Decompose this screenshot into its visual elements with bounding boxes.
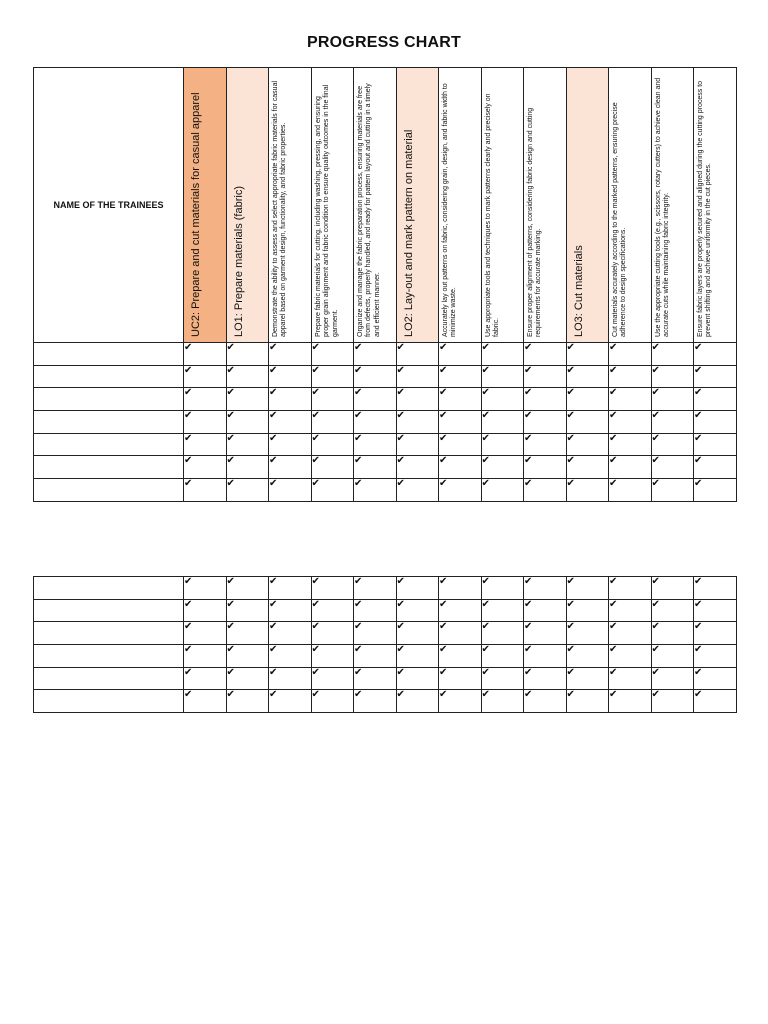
criteria-header [269,68,312,343]
column-header-text: LO1: Prepare materials (fabric) [232,186,245,337]
check-mark-cell[interactable]: ✔ [184,599,227,622]
column-header-text: Organize and manage the fabric preparation process, ensuring materials are free from defects, properly handled, and ready for pattern layout and cutting in a timely and efficient manner. [357,83,381,337]
check-mark-cell[interactable]: ✔ [184,388,227,411]
check-mark-cell[interactable]: ✔ [184,667,227,690]
trainee-row [34,388,737,411]
criteria-header [651,68,694,343]
check-mark-cell[interactable]: ✔ [439,599,482,622]
check-mark-cell[interactable]: ✔ [524,433,567,456]
check-mark-cell[interactable]: ✔ [694,411,737,434]
check-mark-cell[interactable]: ✔ [609,365,652,388]
check-mark-cell[interactable]: ✔ [354,433,397,456]
check-mark-cell[interactable]: ✔ [439,622,482,645]
check-mark-cell[interactable]: ✔ [524,577,567,600]
check-mark-cell[interactable]: ✔ [311,577,354,600]
check-mark-cell[interactable]: ✔ [184,411,227,434]
check-mark-cell[interactable]: ✔ [609,645,652,668]
check-mark-cell[interactable]: ✔ [566,577,609,600]
check-mark-cell[interactable]: ✔ [481,622,524,645]
criteria-header [481,68,524,343]
column-header-text: Use appropriate tools and techniques to mark patterns clearly and precisely on fabric. [484,93,500,337]
trainee-name-cell[interactable] [34,456,184,479]
check-mark-cell[interactable]: ✔ [481,599,524,622]
check-mark-cell[interactable]: ✔ [566,343,609,366]
check-mark-cell[interactable]: ✔ [694,433,737,456]
trainee-name-cell[interactable] [34,599,184,622]
check-mark-cell[interactable]: ✔ [651,388,694,411]
progress-table [33,67,737,502]
check-mark-cell[interactable]: ✔ [396,599,439,622]
check-mark-cell[interactable]: ✔ [354,388,397,411]
check-mark-cell[interactable]: ✔ [311,365,354,388]
check-mark-cell[interactable]: ✔ [226,645,269,668]
check-mark-cell[interactable]: ✔ [184,577,227,600]
check-mark-cell[interactable]: ✔ [609,577,652,600]
learning-outcome-header [226,68,269,343]
check-mark-cell[interactable]: ✔ [354,365,397,388]
check-mark-cell[interactable]: ✔ [651,343,694,366]
trainee-row [34,433,737,456]
check-mark-cell[interactable]: ✔ [226,411,269,434]
check-mark-cell[interactable]: ✔ [651,622,694,645]
check-mark-cell[interactable]: ✔ [694,667,737,690]
check-mark-cell[interactable]: ✔ [524,343,567,366]
check-mark-cell[interactable]: ✔ [566,667,609,690]
check-mark-cell[interactable]: ✔ [311,411,354,434]
check-mark-cell[interactable]: ✔ [269,645,312,668]
check-mark-cell[interactable]: ✔ [609,433,652,456]
trainee-name-cell[interactable] [34,479,184,502]
check-mark-cell[interactable]: ✔ [311,690,354,713]
check-mark-cell[interactable]: ✔ [226,433,269,456]
check-mark-cell[interactable]: ✔ [524,388,567,411]
check-mark-cell[interactable]: ✔ [481,456,524,479]
criteria-header [609,68,652,343]
column-header-text: Accurately lay out patterns on fabric, considering grain, design, and fabric width to minimize waste. [442,83,458,337]
check-mark-cell[interactable]: ✔ [566,645,609,668]
trainee-name-cell[interactable] [34,365,184,388]
check-mark-cell[interactable]: ✔ [651,456,694,479]
check-mark-cell[interactable]: ✔ [184,479,227,502]
trainee-row [34,456,737,479]
check-mark-cell[interactable]: ✔ [396,456,439,479]
check-mark-cell[interactable]: ✔ [311,645,354,668]
check-mark-cell[interactable]: ✔ [524,365,567,388]
trainee-name-cell[interactable] [34,433,184,456]
check-mark-cell[interactable]: ✔ [439,645,482,668]
check-mark-cell[interactable]: ✔ [694,479,737,502]
learning-outcome-header [396,68,439,343]
learning-outcome-header [566,68,609,343]
check-mark-cell[interactable]: ✔ [269,456,312,479]
check-mark-cell[interactable]: ✔ [226,690,269,713]
check-mark-cell[interactable]: ✔ [481,577,524,600]
check-mark-cell[interactable]: ✔ [524,599,567,622]
check-mark-cell[interactable]: ✔ [396,388,439,411]
check-mark-cell[interactable]: ✔ [311,456,354,479]
check-mark-cell[interactable]: ✔ [439,343,482,366]
check-mark-cell[interactable]: ✔ [481,479,524,502]
column-header-text: Use the appropriate cutting tools (e.g., scissors, rotary cutters) to achieve clean and accurate cuts while maintaining fabric integrity. [654,77,670,337]
check-mark-cell[interactable]: ✔ [609,667,652,690]
check-mark-cell[interactable]: ✔ [269,690,312,713]
check-mark-cell[interactable]: ✔ [269,622,312,645]
trainee-rows-top [34,343,737,502]
trainee-name-cell[interactable] [34,645,184,668]
check-mark-cell[interactable]: ✔ [566,622,609,645]
check-mark-cell[interactable]: ✔ [439,433,482,456]
check-mark-cell[interactable]: ✔ [396,622,439,645]
check-mark-cell[interactable]: ✔ [439,456,482,479]
check-mark-cell[interactable]: ✔ [524,667,567,690]
check-mark-cell[interactable]: ✔ [354,645,397,668]
check-mark-cell[interactable]: ✔ [226,479,269,502]
criteria-header [694,68,737,343]
name-of-trainees-header: NAME OF THE TRAINEES [34,68,184,343]
trainee-name-cell[interactable] [34,388,184,411]
check-mark-cell[interactable]: ✔ [226,667,269,690]
trainee-name-cell[interactable] [34,690,184,713]
check-mark-cell[interactable]: ✔ [269,411,312,434]
check-mark-cell[interactable]: ✔ [184,456,227,479]
check-mark-cell[interactable]: ✔ [439,690,482,713]
check-mark-cell[interactable]: ✔ [694,388,737,411]
check-mark-cell[interactable]: ✔ [439,667,482,690]
check-mark-cell[interactable]: ✔ [439,577,482,600]
check-mark-cell[interactable]: ✔ [354,343,397,366]
check-mark-cell[interactable]: ✔ [481,411,524,434]
check-mark-cell[interactable]: ✔ [566,433,609,456]
check-mark-cell[interactable]: ✔ [651,433,694,456]
criteria-header [439,68,482,343]
check-mark-cell[interactable]: ✔ [396,365,439,388]
check-mark-cell[interactable]: ✔ [439,479,482,502]
check-mark-cell[interactable]: ✔ [396,343,439,366]
check-mark-cell[interactable]: ✔ [651,411,694,434]
page-title: PROGRESS CHART [307,34,461,51]
criteria-header [354,68,397,343]
check-mark-cell[interactable]: ✔ [184,433,227,456]
check-mark-cell[interactable]: ✔ [694,343,737,366]
trainee-row [34,411,737,434]
check-mark-cell[interactable]: ✔ [311,388,354,411]
check-mark-cell[interactable]: ✔ [694,599,737,622]
check-mark-cell[interactable]: ✔ [226,622,269,645]
trainee-row [34,479,737,502]
check-mark-cell[interactable]: ✔ [184,622,227,645]
check-mark-cell[interactable]: ✔ [609,456,652,479]
check-mark-cell[interactable]: ✔ [609,479,652,502]
check-mark-cell[interactable]: ✔ [524,645,567,668]
check-mark-cell[interactable]: ✔ [396,411,439,434]
check-mark-cell[interactable]: ✔ [354,456,397,479]
check-mark-cell[interactable]: ✔ [354,622,397,645]
check-mark-cell[interactable]: ✔ [694,456,737,479]
unit-competency-header [184,68,227,343]
check-mark-cell[interactable]: ✔ [311,479,354,502]
check-mark-cell[interactable]: ✔ [651,599,694,622]
check-mark-cell[interactable]: ✔ [396,577,439,600]
check-mark-cell[interactable]: ✔ [694,690,737,713]
column-header-text: UC2: Prepare and cut materials for casual apparel [190,92,202,337]
check-mark-cell[interactable]: ✔ [524,411,567,434]
check-mark-cell[interactable]: ✔ [524,456,567,479]
check-mark-cell[interactable]: ✔ [481,690,524,713]
check-mark-cell[interactable]: ✔ [481,388,524,411]
trainee-row [34,645,737,668]
trainee-rows-bottom [34,577,737,713]
check-mark-cell[interactable]: ✔ [311,343,354,366]
criteria-header [311,68,354,343]
check-mark-cell[interactable]: ✔ [609,690,652,713]
check-mark-cell[interactable]: ✔ [269,479,312,502]
trainee-row [34,599,737,622]
check-mark-cell[interactable]: ✔ [354,690,397,713]
check-mark-cell[interactable]: ✔ [354,479,397,502]
check-mark-cell[interactable]: ✔ [439,411,482,434]
check-mark-cell[interactable]: ✔ [269,667,312,690]
check-mark-cell[interactable]: ✔ [524,479,567,502]
column-header-text: Cut materials accurately according to the marked patterns, ensuring precise adherence to design specifications. [612,102,628,337]
check-mark-cell[interactable]: ✔ [524,622,567,645]
check-mark-cell[interactable]: ✔ [311,599,354,622]
check-mark-cell[interactable]: ✔ [481,645,524,668]
check-mark-cell[interactable]: ✔ [566,411,609,434]
check-mark-cell[interactable]: ✔ [609,343,652,366]
check-mark-cell[interactable]: ✔ [396,690,439,713]
check-mark-cell[interactable]: ✔ [269,599,312,622]
check-mark-cell[interactable]: ✔ [651,365,694,388]
check-mark-cell[interactable]: ✔ [481,667,524,690]
check-mark-cell[interactable]: ✔ [651,690,694,713]
check-mark-cell[interactable]: ✔ [566,479,609,502]
check-mark-cell[interactable]: ✔ [269,433,312,456]
trainee-name-cell[interactable] [34,667,184,690]
check-mark-cell[interactable]: ✔ [566,388,609,411]
column-header-text: Ensure proper alignment of patterns, considering fabric design and cutting requirements for accurate marking. [527,107,543,337]
check-mark-cell[interactable]: ✔ [439,388,482,411]
check-mark-cell[interactable]: ✔ [396,433,439,456]
check-mark-cell[interactable]: ✔ [481,433,524,456]
header-row [34,68,737,343]
check-mark-cell[interactable]: ✔ [609,411,652,434]
column-header-text: LO2: Lay-out and mark pattern on material [402,129,415,337]
check-mark-cell[interactable]: ✔ [184,645,227,668]
trainee-row [34,343,737,366]
check-mark-cell[interactable]: ✔ [694,577,737,600]
check-mark-cell[interactable]: ✔ [396,667,439,690]
check-mark-cell[interactable]: ✔ [184,365,227,388]
trainee-row [34,622,737,645]
check-mark-cell[interactable]: ✔ [396,479,439,502]
check-mark-cell[interactable]: ✔ [566,690,609,713]
trainee-name-cell[interactable] [34,577,184,600]
check-mark-cell[interactable]: ✔ [184,343,227,366]
check-mark-cell[interactable]: ✔ [694,622,737,645]
progress-table-continued [33,576,737,713]
check-mark-cell[interactable]: ✔ [651,667,694,690]
check-mark-cell[interactable]: ✔ [566,365,609,388]
check-mark-cell[interactable]: ✔ [651,577,694,600]
check-mark-cell[interactable]: ✔ [311,622,354,645]
check-mark-cell[interactable]: ✔ [694,645,737,668]
trainee-name-cell[interactable] [34,622,184,645]
check-mark-cell[interactable]: ✔ [651,645,694,668]
trainee-row [34,667,737,690]
check-mark-cell[interactable]: ✔ [311,433,354,456]
check-mark-cell[interactable]: ✔ [311,667,354,690]
check-mark-cell[interactable]: ✔ [566,456,609,479]
trainee-row [34,690,737,713]
check-mark-cell[interactable]: ✔ [481,365,524,388]
trainee-name-cell[interactable] [34,411,184,434]
check-mark-cell[interactable]: ✔ [269,365,312,388]
check-mark-cell[interactable]: ✔ [226,456,269,479]
check-mark-cell[interactable]: ✔ [226,577,269,600]
check-mark-cell[interactable]: ✔ [354,411,397,434]
column-header-text: Demonstrate the ability to assess and select appropriate fabric materials for casual apparel based on garment design, functionality, and fabric properties. [272,80,288,337]
check-mark-cell[interactable]: ✔ [609,599,652,622]
check-mark-cell[interactable]: ✔ [694,365,737,388]
check-mark-cell[interactable]: ✔ [354,577,397,600]
column-header-text: Ensure fabric layers are properly secured and aligned during the cutting process to prevent shifting and achieve uniformity in the cut pieces. [697,80,713,337]
check-mark-cell[interactable]: ✔ [226,343,269,366]
trainee-row [34,577,737,600]
trainee-row [34,365,737,388]
column-header-text: Prepare fabric materials for cutting, including washing, pressing, and ensuring proper grain alignment and fabric condition to ensure quality outcomes in the final garment. [314,84,339,337]
trainee-name-cell[interactable] [34,343,184,366]
column-header-text: LO3: Cut materials [572,245,585,337]
check-mark-cell[interactable]: ✔ [269,577,312,600]
check-mark-cell[interactable]: ✔ [226,388,269,411]
check-mark-cell[interactable]: ✔ [524,690,567,713]
check-mark-cell[interactable]: ✔ [269,388,312,411]
criteria-header [524,68,567,343]
check-mark-cell[interactable]: ✔ [439,365,482,388]
check-mark-cell[interactable]: ✔ [396,645,439,668]
check-mark-cell[interactable]: ✔ [481,343,524,366]
check-mark-cell[interactable]: ✔ [269,343,312,366]
check-mark-cell[interactable]: ✔ [609,388,652,411]
check-mark-cell[interactable]: ✔ [226,365,269,388]
check-mark-cell[interactable]: ✔ [651,479,694,502]
check-mark-cell[interactable]: ✔ [566,599,609,622]
check-mark-cell[interactable]: ✔ [184,690,227,713]
check-mark-cell[interactable]: ✔ [354,599,397,622]
check-mark-cell[interactable]: ✔ [226,599,269,622]
check-mark-cell[interactable]: ✔ [609,622,652,645]
check-mark-cell[interactable]: ✔ [354,667,397,690]
